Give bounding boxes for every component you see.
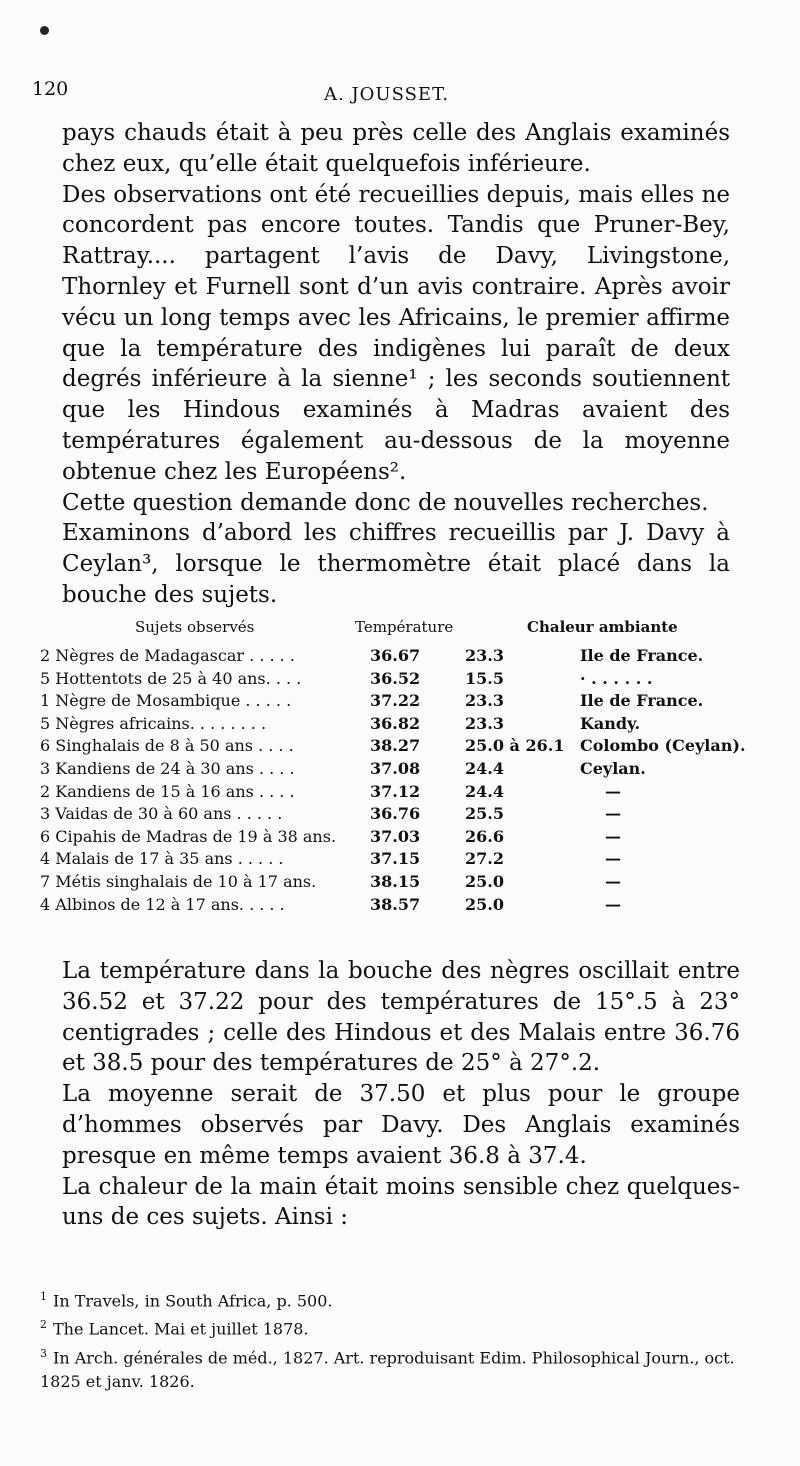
paragraph: La moyenne serait de 37.50 et plus pour le groupe d’hommes observés par Davy. Des Anglais examinés presque en même temps avaient 36.8 à 37.4. (62, 1081, 740, 1169)
table-cell: 36.76 (370, 804, 421, 824)
table-row (40, 736, 760, 758)
footnote: $^1$ In Travels, in South Africa, p. 500. (40, 1290, 333, 1311)
table-row (40, 714, 760, 736)
table-cell: Ile de France. (580, 691, 704, 711)
table-cell: 3 Kandiens de 24 à 30 ans . . . . (40, 759, 295, 778)
table-cell: 1 Nègre de Mosambique . . . . . (40, 691, 292, 711)
table-cell: 2 Nègres de Madagascar . . . . . (40, 646, 295, 665)
table-cell: 15.5 (465, 668, 504, 688)
table-cell: 23.3 (465, 713, 504, 733)
footnote: $^3$ In Arch. générales de méd., 1827. Art. reproduisant Edim. Philosophical Journ., oct. 1825 et janv. 1826. (40, 1346, 735, 1391)
table-header: Chaleur ambiante (527, 618, 678, 636)
table-cell: 23.3 (465, 691, 504, 711)
paragraph: Examinons d’abord les chiffres recueillis par J. Davy à Ceylan³, lorsque le thermomètre était placé dans la bouche des sujets. (62, 520, 730, 608)
table-row (40, 646, 760, 668)
table-cell: 4 Malais de 17 à 35 ans . . . . . (40, 849, 284, 869)
table-row (40, 759, 760, 781)
page-number: 120 (32, 78, 69, 100)
table-cell: — (605, 781, 621, 801)
table-cell: — (605, 872, 621, 891)
table-cell: Ile de France. (580, 646, 704, 665)
table-cell: — (605, 894, 621, 914)
table-cell: Colombo (Ceylan). (580, 736, 746, 756)
table-cell: Ceylan. (580, 759, 646, 778)
table-cell: 23.3 (465, 646, 504, 665)
table-cell: 37.08 (370, 759, 421, 778)
table-row (40, 691, 760, 713)
table-cell: 24.4 (465, 781, 504, 801)
paragraph: Des observations ont été recueillies depuis, mais elles ne concordent pas encore toutes. Tandis que Pruner-Bey, Rattray.... partagent l’avis de Davy, Livingstone, Thornley et Furnell sont d’un avis contraire. Après avoir vécu un long temps avec les Africains, le premier affirme que la température des indigènes lui paraît de deux degrés inférieure à la sienne¹ ; les seconds soutiennent que les Hindous examinés à Madras avaient des températures également au-dessous de la moyenne obtenue chez les Européens². (62, 181, 730, 485)
table-cell: 38.27 (370, 736, 421, 756)
table-row (40, 669, 760, 691)
table-cell: 2 Kandiens de 15 à 16 ans . . . . (40, 781, 295, 801)
table-cell: 36.52 (370, 668, 421, 688)
table-cell: 6 Cipahis de Madras de 19 à 38 ans. (40, 826, 337, 846)
table-cell: 37.12 (370, 781, 421, 801)
table-cell: 25.0 à 26.1 (465, 736, 565, 756)
table-cell: 4 Albinos de 12 à 17 ans. . . . . (40, 894, 285, 914)
table-cell: 36.82 (370, 713, 421, 733)
table-cell: 37.03 (370, 826, 421, 846)
table-cell: 37.22 (370, 691, 421, 711)
table-row (40, 895, 760, 917)
table-cell: 25.0 (465, 894, 504, 914)
paragraph: La température dans la bouche des nègres oscillait entre 36.52 et 37.22 pour des températures de 15°.5 à 23° centigrades ; celle des Hindous et des Malais entre 36.76 et 38.5 pour des températures de 25° à 27°.2. (62, 958, 740, 1077)
running-title: A. JOUSSET. (324, 84, 450, 105)
table-row (40, 872, 760, 894)
table-cell: 38.57 (370, 894, 421, 914)
table-cell: 6 Singhalais de 8 à 50 ans . . . . (40, 736, 294, 756)
body-text-top (62, 118, 730, 611)
table-header: Température (355, 618, 454, 636)
paragraph: La chaleur de la main était moins sensible chez quelques-uns de ces sujets. Ainsi : (62, 1173, 740, 1231)
footnote: $^2$ The Lancet. Mai et juillet 1878. (40, 1318, 309, 1339)
table-cell: Kandy. (580, 713, 641, 733)
table-cell: 7 Métis singhalais de 10 à 17 ans. (40, 872, 317, 891)
table-cell: — (605, 849, 621, 869)
table-cell: 3 Vaidas de 30 à 60 ans . . . . . (40, 804, 283, 824)
table-cell: 36.67 (370, 646, 421, 665)
table-row (40, 804, 760, 826)
table-cell: — (605, 826, 621, 846)
page-header (32, 78, 772, 108)
ink-dot (40, 26, 49, 35)
body-text-bottom (62, 956, 740, 1233)
table-cell: 25.0 (465, 872, 504, 891)
table-row (40, 782, 760, 804)
paragraph: pays chauds était à peu près celle des Anglais examinés chez eux, qu’elle était quelquefois inférieure. (62, 120, 730, 177)
table-cell: 37.15 (370, 849, 421, 869)
footnotes (40, 1285, 760, 1394)
paragraph: Cette question demande donc de nouvelles recherches. (62, 489, 709, 516)
table-cell: 26.6 (465, 826, 504, 846)
table-header: Sujets observés (135, 618, 255, 636)
table-cell: — (605, 804, 621, 824)
table-cell: 5 Nègres africains. . . . . . . . (40, 713, 267, 733)
table-cell: 27.2 (465, 849, 504, 869)
table-cell: 24.4 (465, 759, 504, 778)
table-cell: · . . . . . . (580, 668, 653, 688)
table-row (40, 849, 760, 871)
table-cell: 25.5 (465, 804, 504, 824)
table-row (40, 827, 760, 849)
table-cell: 38.15 (370, 872, 421, 891)
table-cell: 5 Hottentots de 25 à 40 ans. . . . (40, 668, 302, 688)
